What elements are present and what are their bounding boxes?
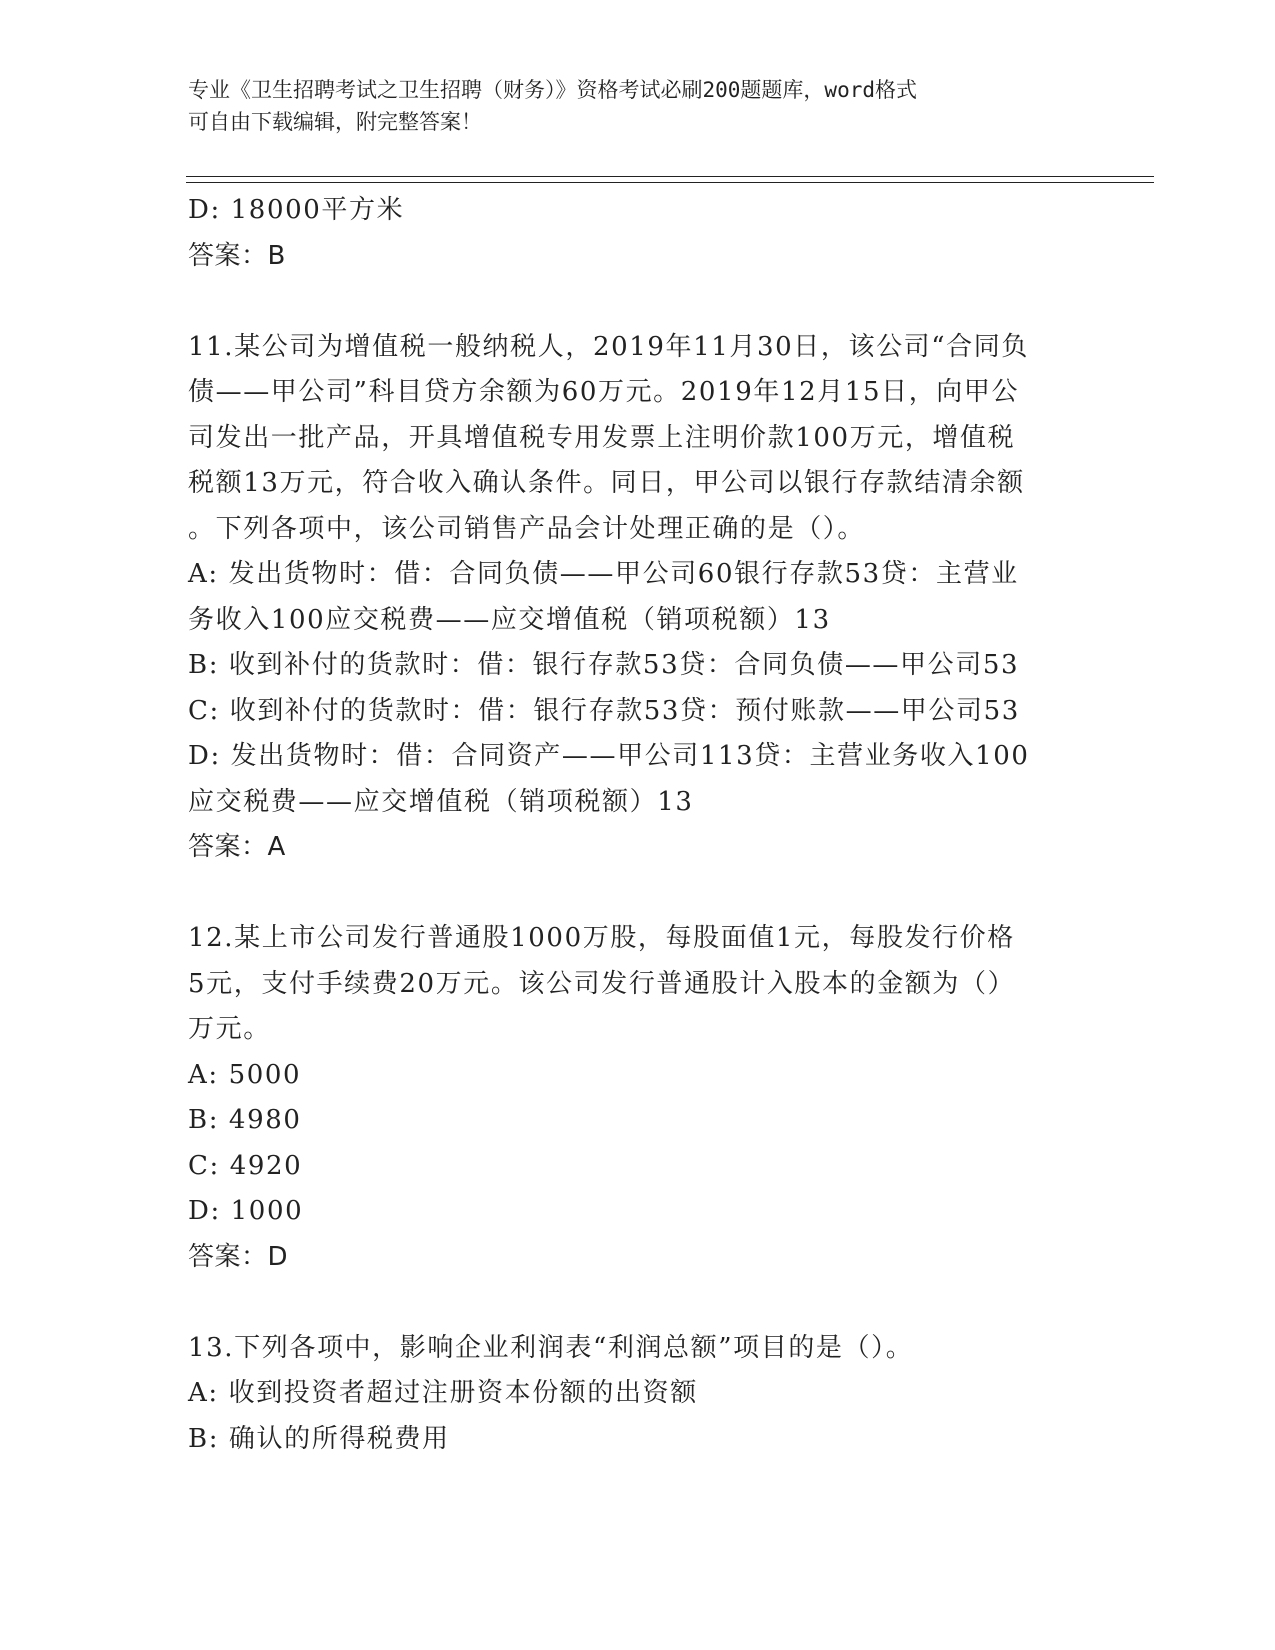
spacer [188, 279, 1088, 325]
q12-answer: 答案：D [188, 1241, 289, 1272]
q11-option-a-line-1: A: 发出货物时：借：合同负债——甲公司60银行存款53贷：主营业 [188, 559, 1019, 589]
q11-option-d-line-1: D: 发出货物时：借：合同资产——甲公司113贷：主营业务收入100 [188, 741, 1030, 771]
header-divider-top [186, 176, 1154, 177]
q11-stem-line-2: 债——甲公司”科目贷方余额为60万元。2019年12月15日，向甲公 [188, 377, 1020, 407]
q12-stem-line-3: 万元。 [188, 1014, 271, 1044]
q12-stem-line-2: 5元，支付手续费20万元。该公司发行普通股计入股本的金额为（） [188, 968, 1016, 999]
q12-stem-line-1: 12.某上市公司发行普通股1000万股，每股面值1元，每股发行价格 [188, 923, 1015, 953]
q12-option-d: D: 1000 [188, 1196, 304, 1226]
header-divider-bottom [186, 182, 1154, 183]
q12-option-b: B: 4980 [188, 1105, 302, 1135]
header-title-line-1: 专业《卫生招聘考试之卫生招聘（财务）》资格考试必刷200题题库，word格式 [188, 78, 917, 102]
q11-option-b: B: 收到补付的货款时：借：银行存款53贷：合同负债——甲公司53 [188, 650, 1020, 680]
page-header [188, 74, 1068, 138]
document-body [188, 188, 1088, 1462]
q11-stem-line-3: 司发出一批产品，开具增值税专用发票上注明价款100万元，增值税 [188, 422, 1016, 453]
q13-option-b: B: 确认的所得税费用 [188, 1423, 450, 1454]
prev-answer: 答案：B [188, 240, 286, 271]
q11-stem-line-5: 。下列各项中，该公司销售产品会计处理正确的是（）。 [188, 513, 866, 544]
q11-stem-line-1: 11.某公司为增值税一般纳税人，2019年11月30日，该公司“合同负 [188, 331, 1029, 362]
prev-option-d: D: 18000平方米 [188, 195, 405, 225]
q12-option-c: C: 4920 [188, 1150, 303, 1181]
spacer [188, 871, 1088, 917]
q13-option-a: A: 收到投资者超过注册资本份额的出资额 [188, 1378, 698, 1408]
q11-option-d-line-2: 应交税费——应交增值税（销项税额）13 [188, 786, 694, 817]
q11-stem-line-4: 税额13万元，符合收入确认条件。同日，甲公司以银行存款结清余额 [188, 468, 1025, 498]
q13-stem-line-1: 13.下列各项中，影响企业利润表“利润总额”项目的是（）。 [188, 1332, 914, 1363]
q12-option-a: A: 5000 [188, 1059, 302, 1090]
q11-option-c: C: 收到补付的货款时：借：银行存款53贷：预付账款——甲公司53 [188, 695, 1020, 726]
q11-option-a-line-2: 务收入100应交税费——应交增值税（销项税额）13 [188, 604, 831, 635]
header-title-line-2: 可自由下载编辑，附完整答案！ [188, 110, 482, 134]
spacer [188, 1280, 1088, 1326]
q11-answer: 答案：A [188, 832, 286, 862]
